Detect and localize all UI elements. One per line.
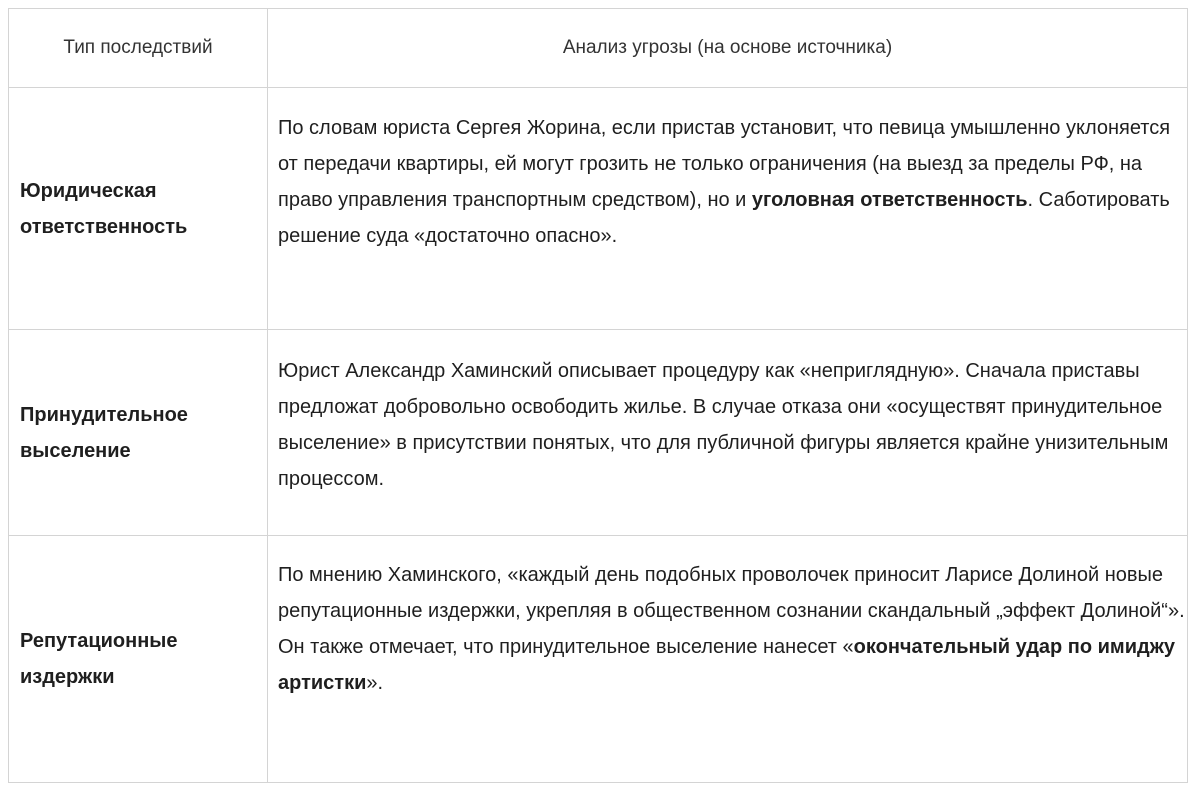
consequence-type-cell <box>9 536 268 783</box>
consequence-type-line-2: ответственность <box>20 215 188 238</box>
threat-analysis-cell <box>268 330 1188 536</box>
analysis-text: Юрист Александр Хаминский описывает процедуру как «неприглядную». Сначала приставы предложат добровольно освободить жилье. В случае отказа они «осуществят принудительное выселение» в присутствии понятых, что для публичной фигуры является крайне унизительным процессом. <box>278 360 1169 490</box>
consequence-type-cell <box>9 88 268 330</box>
table-header-row <box>9 9 1188 88</box>
analysis-emphasis: окончательный удар по имиджу артистки <box>278 636 1176 694</box>
table-row-forced-eviction <box>9 330 1188 536</box>
analysis-emphasis: уголовная ответственность <box>751 189 1028 211</box>
analysis-text-continued: . Саботировать решение суда «достаточно опасно». <box>278 189 1170 247</box>
consequences-table <box>8 8 1188 783</box>
consequence-type-line-1: Юридическая <box>20 179 157 202</box>
consequence-type-line-2: выселение <box>20 439 131 462</box>
header-consequence-type: Тип последствий <box>9 9 268 88</box>
header-threat-analysis: Анализ угрозы (на основе источника) <box>268 9 1188 88</box>
threat-analysis-cell <box>268 88 1188 330</box>
consequence-type-line-2: издержки <box>20 666 115 688</box>
analysis-text-continued: ». <box>366 672 384 694</box>
analysis-text: По мнению Хаминского, «каждый день подобных проволочек приносит Ларисе Долиной новые репутационные издержки, укрепляя в общественном сознании скандальный „эффект Долиной“». Он также отмечает, что принудительное выселение нанесет « <box>278 564 1185 658</box>
analysis-text: По словам юриста Сергея Жорина, если пристав установит, что певица умышленно уклоняется от передачи квартиры, ей могут грозить не только ограничения (на выезд за пределы РФ, на право управления транспортным средством), но и <box>278 117 1171 211</box>
consequence-type-line-1: Репутационные <box>20 630 178 652</box>
consequence-type-cell <box>9 330 268 536</box>
consequence-type-line-1: Принудительное <box>20 403 188 426</box>
threat-analysis-cell <box>268 536 1188 783</box>
table-row-legal-liability <box>9 88 1188 330</box>
table-row-reputational-costs <box>9 536 1188 783</box>
